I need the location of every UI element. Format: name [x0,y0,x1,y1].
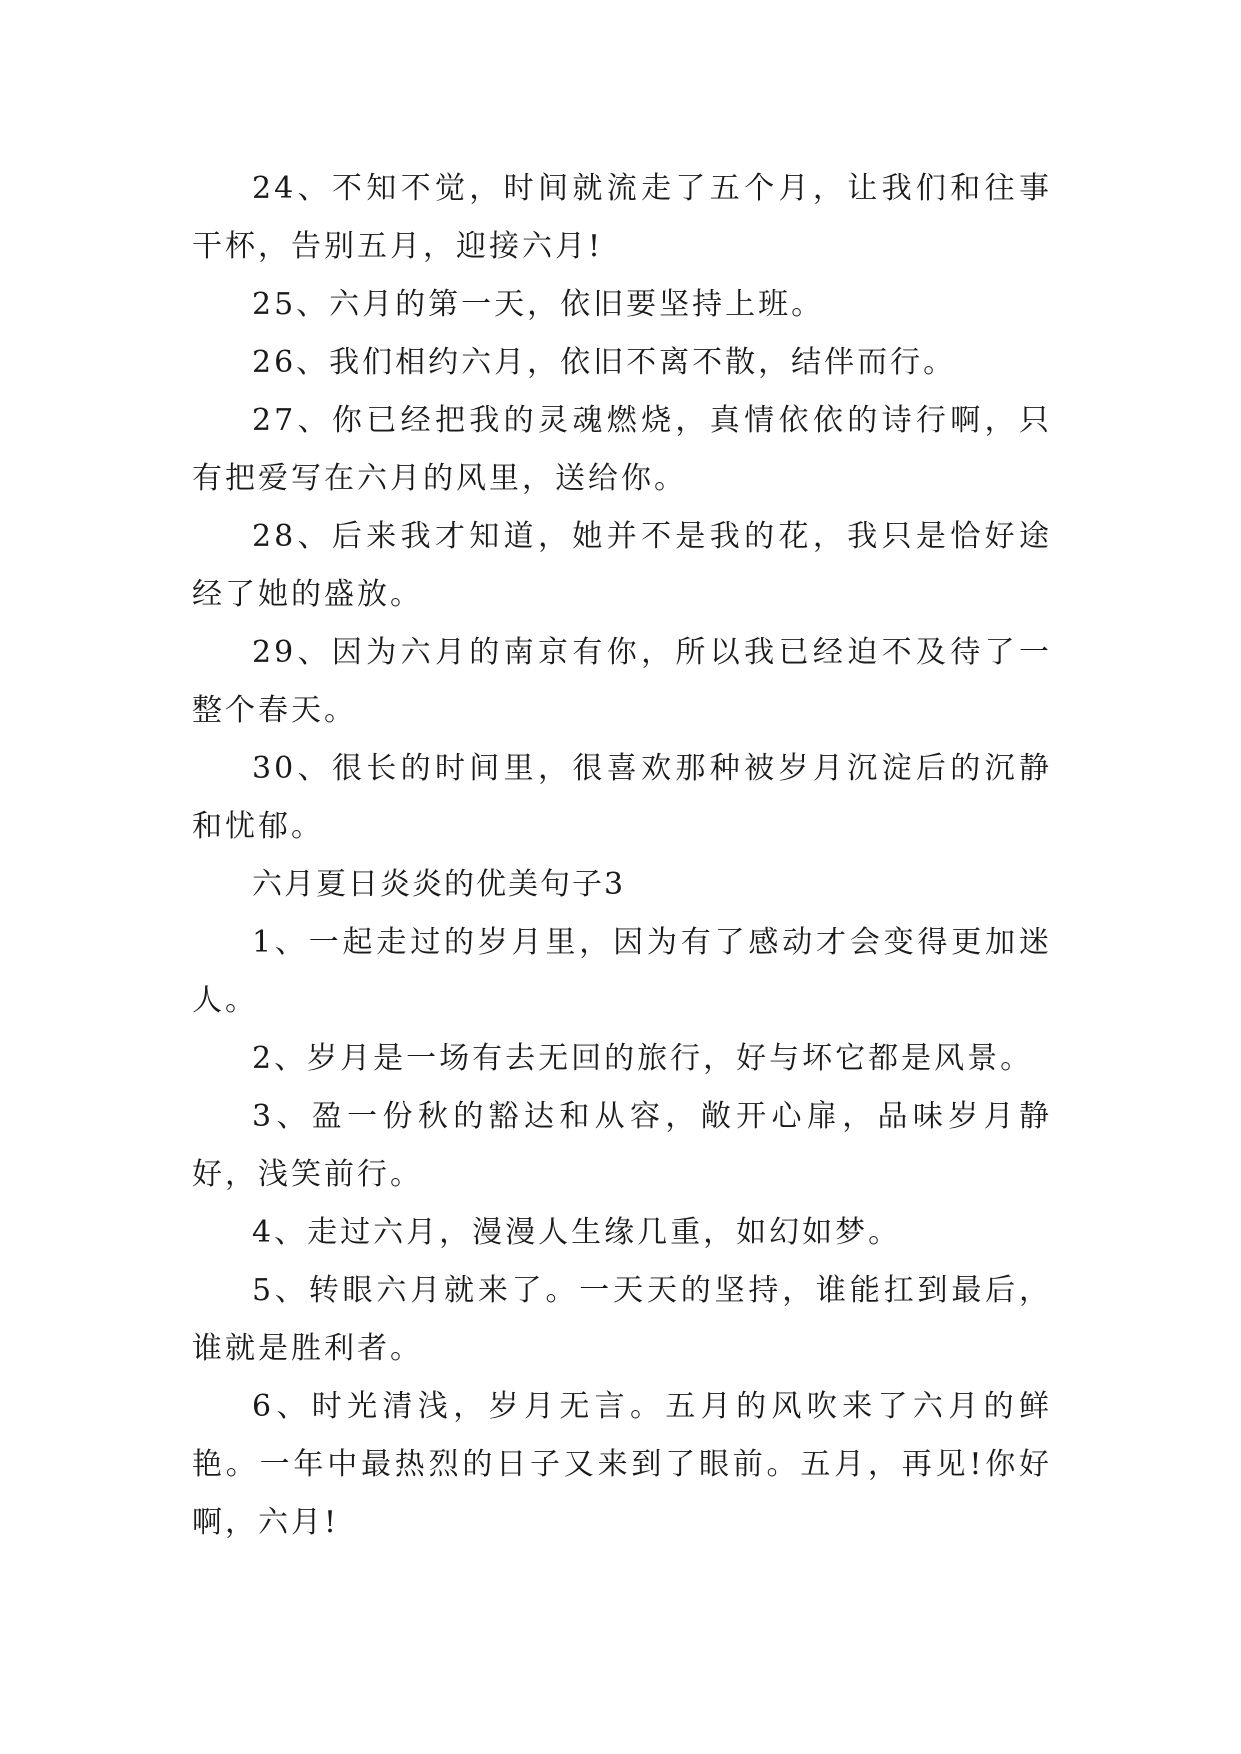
paragraph-28: 28、后来我才知道，她并不是我的花，我只是恰好途经了她的盛放。 [192,519,1052,612]
paragraph-30: 30、很长的时间里，很喜欢那种被岁月沉淀后的沉静和忧郁。 [192,751,1052,844]
section-paragraph-6: 6、时光清浅，岁月无言。五月的风吹来了六月的鲜艳。一年中最热烈的日子又来到了眼前。五月，再见!你好啊，六月! [192,1389,1052,1540]
paragraph-29: 29、因为六月的南京有你，所以我已经迫不及待了一整个春天。 [192,635,1052,728]
section-paragraph-2: 2、岁月是一场有去无回的旅行，好与坏它都是风景。 [252,1041,1034,1076]
section-paragraph-5: 5、转眼六月就来了。一天天的坚持，谁能扛到最后，谁就是胜利者。 [192,1273,1052,1366]
section-paragraph-1: 1、一起走过的岁月里，因为有了感动才会变得更加迷人。 [192,925,1052,1018]
document-body [192,160,1052,1552]
paragraph-24: 24、不知不觉，时间就流走了五个月，让我们和往事干杯，告别五月，迎接六月! [192,171,1052,264]
paragraph-27: 27、你已经把我的灵魂燃烧，真情依依的诗行啊，只有把爱写在六月的风里，送给你。 [192,403,1052,496]
section-paragraph-4: 4、走过六月，漫漫人生缘几重，如幻如梦。 [252,1215,902,1250]
paragraph-26: 26、我们相约六月，依旧不离不散，结伴而行。 [252,345,957,380]
section-heading: 六月夏日炎炎的优美句子3 [252,867,626,902]
paragraph-25: 25、六月的第一天，依旧要坚持上班。 [252,287,825,322]
section-paragraph-3: 3、盈一份秋的豁达和从容，敞开心扉，品味岁月静好，浅笑前行。 [192,1099,1052,1192]
